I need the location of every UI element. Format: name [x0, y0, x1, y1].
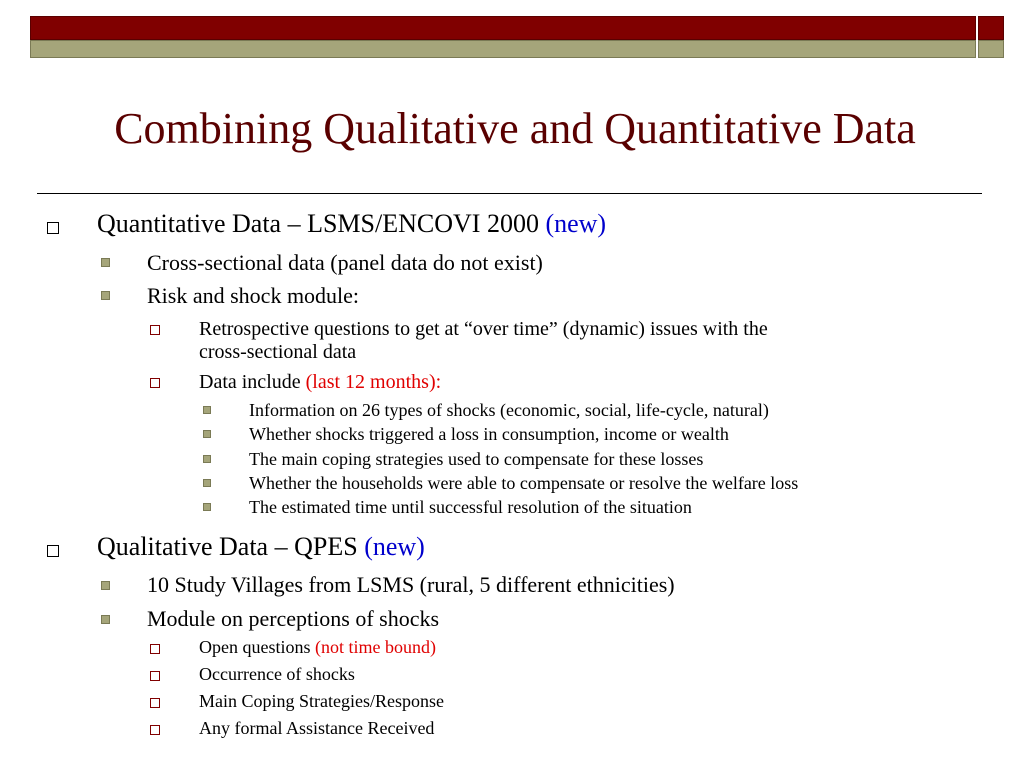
heading-text: Quantitative Data – LSMS/ENCOVI 2000 — [97, 209, 546, 238]
open-square-bullet-icon — [150, 644, 160, 654]
list-item-continuation: cross-sectional data — [199, 341, 357, 363]
open-square-bullet-icon — [150, 325, 160, 335]
open-square-bullet-icon — [150, 725, 160, 735]
square-bullet-icon — [101, 615, 110, 624]
new-tag: (new) — [545, 209, 607, 238]
list-item: Main Coping Strategies/Response — [199, 691, 444, 711]
corner-box-olive — [978, 40, 1004, 58]
list-item: The main coping strategies used to compensate for these losses — [249, 449, 704, 469]
heading-text: Qualitative Data – QPES — [97, 532, 365, 561]
band-stripe-olive — [30, 40, 976, 58]
item-text: Open questions — [199, 637, 315, 657]
square-bullet-icon — [203, 406, 211, 414]
square-bullet-icon — [203, 479, 211, 487]
square-bullet-icon — [203, 503, 211, 511]
list-item: Retrospective questions to get at “over time” (dynamic) issues with the — [199, 318, 768, 340]
list-item — [199, 636, 436, 658]
open-square-bullet-icon — [47, 222, 59, 234]
slide-title: Combining Qualitative and Quantitative Data — [114, 104, 916, 153]
square-bullet-icon — [101, 581, 110, 590]
section-heading — [97, 209, 606, 239]
list-item: Information on 26 types of shocks (economic, social, life-cycle, natural) — [249, 400, 769, 420]
square-bullet-icon — [101, 258, 110, 267]
list-item: Module on perceptions of shocks — [147, 606, 440, 631]
open-square-bullet-icon — [150, 378, 160, 388]
list-item — [199, 370, 441, 394]
list-item: Occurrence of shocks — [199, 664, 355, 684]
square-bullet-icon — [101, 291, 110, 300]
list-item: Risk and shock module: — [147, 283, 360, 308]
square-bullet-icon — [203, 455, 211, 463]
band-stripe-dark — [30, 16, 976, 40]
corner-box-dark — [978, 16, 1004, 40]
square-bullet-icon — [203, 430, 211, 438]
item-text: Data include — [199, 371, 306, 393]
top-decorative-band — [30, 16, 976, 58]
new-tag: (new) — [364, 532, 425, 561]
open-square-bullet-icon — [150, 698, 160, 708]
emphasis-text: (not time bound) — [315, 637, 436, 657]
title-divider — [37, 193, 982, 194]
section-heading — [97, 532, 425, 562]
list-item: Cross-sectional data (panel data do not exist) — [147, 250, 543, 275]
emphasis-text: (last 12 months): — [305, 371, 442, 393]
list-item: Whether the households were able to compensate or resolve the welfare loss — [249, 473, 799, 493]
list-item: The estimated time until successful resolution of the situation — [249, 497, 692, 517]
open-square-bullet-icon — [150, 671, 160, 681]
list-item: Whether shocks triggered a loss in consumption, income or wealth — [249, 424, 729, 444]
list-item: Any formal Assistance Received — [199, 718, 435, 738]
open-square-bullet-icon — [47, 545, 59, 557]
list-item: 10 Study Villages from LSMS (rural, 5 different ethnicities) — [147, 572, 675, 597]
